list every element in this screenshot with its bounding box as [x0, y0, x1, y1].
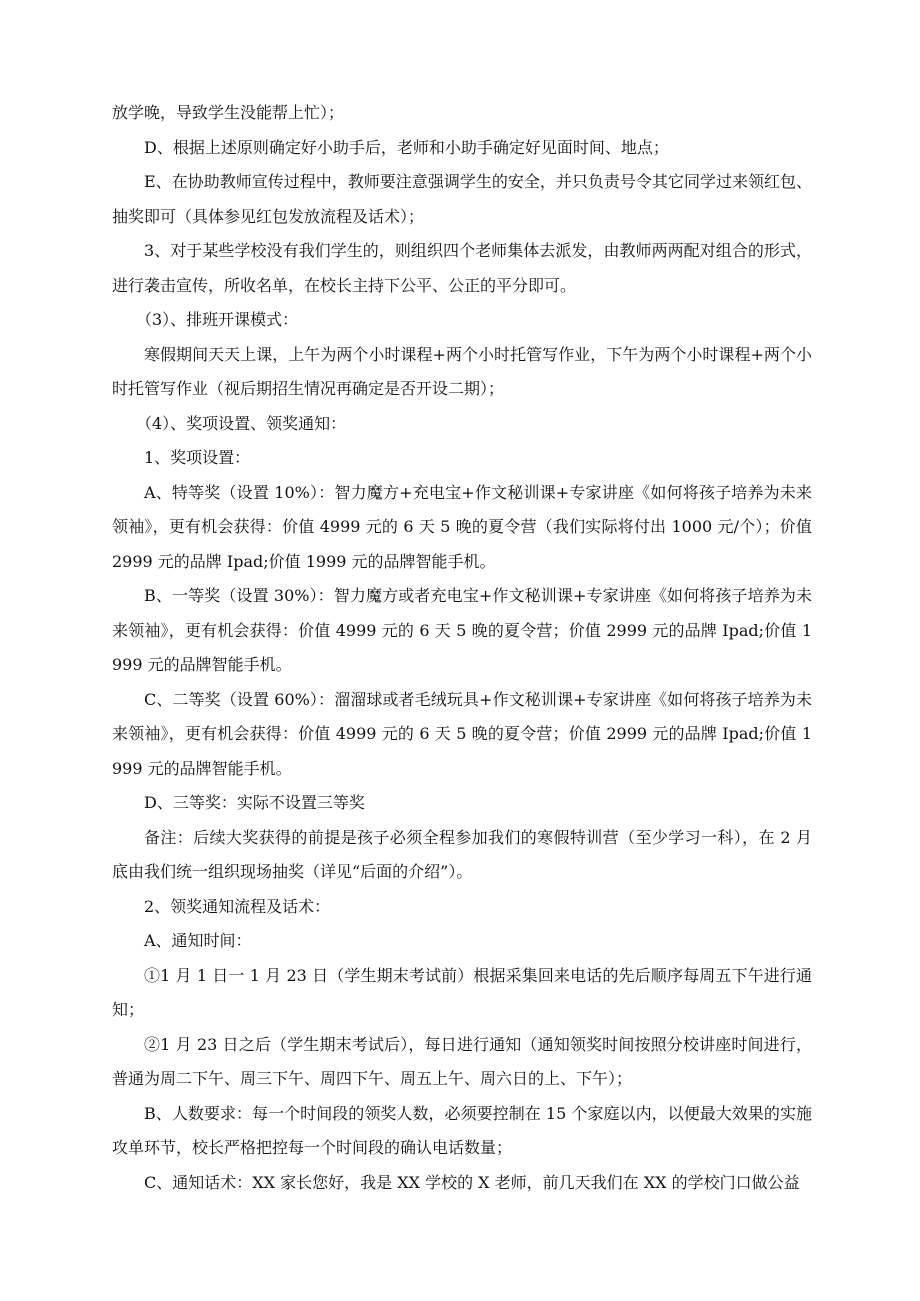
section-heading-schedule: （3）、排班开课模式：: [136, 310, 299, 329]
paragraph-item-3: 3、对于某些学校没有我们学生的，则组织四个老师集体去派发，由教师两两配对组合的形式，进行袭击宣传，所收名单，在校长主持下公平、公正的平分即可。: [112, 241, 812, 295]
subheading-award-settings: 1、奖项设置：: [144, 448, 251, 467]
paragraph-notify-time: A、通知时间：: [144, 931, 252, 950]
paragraph-second-prize: C、二等奖（设置 60%）：溜溜球或者毛绒玩具+作文秘训课+专家讲座《如何将孩子培养为未来领袖》，更有机会获得：价值 4999 元的 6 天 5 晚的夏令营；价值 2999 元的品牌 Ipad;价值 1999 元的品牌智能手机。: [112, 689, 812, 778]
paragraph-notify-time-1: ①1 月 1 日一 1 月 23 日（学生期末考试前）根据采集回来电话的先后顺序每周五下午进行通知；: [112, 965, 812, 1019]
paragraph-first-prize: B、一等奖（设置 30%）：智力魔方或者充电宝+作文秘训课+专家讲座《如何将孩子培养为未来领袖》，更有机会获得：价值 4999 元的 6 天 5 晚的夏令营；价值 2999 元的品牌 Ipad;价值 1999 元的品牌智能手机。: [112, 586, 812, 674]
paragraph-continuation: 放学晚，导致学生没能帮上忙）；: [112, 103, 345, 122]
paragraph-schedule: 寒假期间天天上课，上午为两个小时课程+两个小时托管写作业，下午为两个小时课程+两个小时托管写作业（视后期招生情况再确定是否开设二期）；: [112, 344, 812, 398]
document-body: [112, 96, 812, 1200]
subheading-notification: 2、领奖通知流程及话术：: [144, 896, 331, 916]
section-heading-awards: （4）、奖项设置、领奖通知：: [136, 413, 347, 433]
paragraph-grand-prize: A、特等奖（设置 10%）：智力魔方+充电宝+作文秘训课+专家讲座《如何将孩子培养为未来领袖》，更有机会获得：价值 4999 元的 6 天 5 晚的夏令营（我们实际将付出 1000 元/个）；价值 2999 元的品牌 Ipad;价值 1999 元的品牌智能手机。: [112, 482, 812, 571]
paragraph-item-e: E、在协助教师宣传过程中，教师要注意强调学生的安全，并只负责号令其它同学过来领红包、抽奖即可（具体参见红包发放流程及话术）；: [112, 172, 812, 226]
paragraph-item-d: D、根据上述原则确定好小助手后，老师和小助手确定好见面时间、地点；: [144, 137, 669, 157]
paragraph-headcount: B、人数要求：每一个时间段的领奖人数，必须要控制在 15 个家庭以内，以便最大效果的实施攻单环节，校长严格把控每一个时间段的确认电话数量；: [112, 1103, 812, 1157]
paragraph-script: C、通知话术：XX 家长您好，我是 XX 学校的 X 老师，前几天我们在 XX 的学校门口做公益: [144, 1172, 800, 1192]
paragraph-notify-time-2: ②1 月 23 日之后（学生期末考试后），每日进行通知（通知领奖时间按照分校讲座时间进行，普通为周二下午、周三下午、周四下午、周五上午、周六日的上、下午）；: [112, 1034, 812, 1088]
paragraph-remark: 备注：后续大奖获得的前提是孩子必须全程参加我们的寒假特训营（至少学习一科），在 2 月底由我们统一组织现场抽奖（详见“后面的介绍”）。: [112, 827, 812, 881]
paragraph-third-prize: D、三等奖：实际不设置三等奖: [144, 793, 365, 812]
